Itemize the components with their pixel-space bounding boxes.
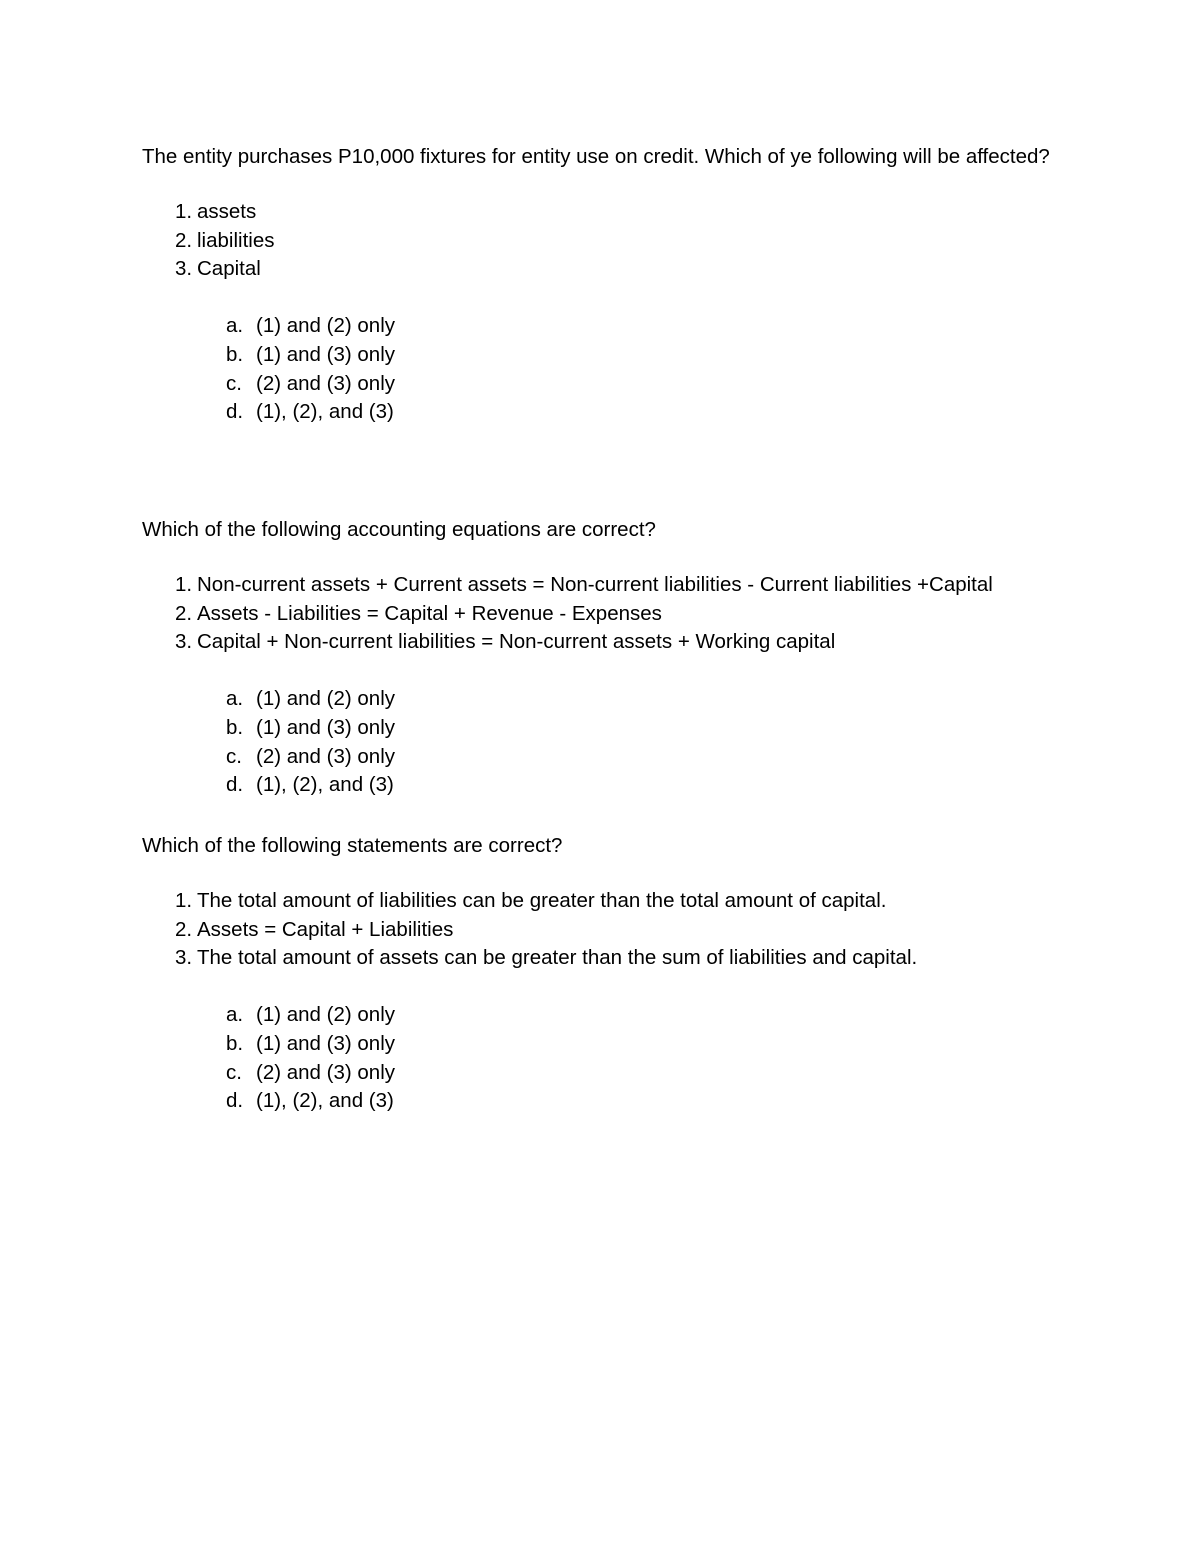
choice-letter: c. — [226, 1060, 242, 1084]
list-item — [142, 944, 1058, 973]
choice-letter: d. — [226, 400, 244, 424]
choice-item — [142, 743, 1058, 772]
list-item — [142, 887, 1058, 916]
item-text: Assets - Liabilities = Capital + Revenue - Expenses — [197, 601, 662, 625]
item-text: The total amount of liabilities can be greater than the total amount of capital. — [197, 888, 887, 912]
list-item — [142, 628, 1058, 657]
list-item — [142, 600, 1058, 629]
item-number: 1. — [175, 572, 193, 596]
item-text: Non-current assets + Current assets = Non-current liabilities - Current liabilities +Capital — [197, 572, 993, 596]
choice-list — [142, 312, 1058, 427]
item-text: Assets = Capital + Liabilities — [197, 917, 454, 941]
list-item — [142, 571, 1058, 600]
choice-letter: a. — [226, 314, 244, 338]
choice-item — [142, 398, 1058, 427]
choice-text: (1) and (2) only — [256, 687, 396, 711]
choice-item — [142, 771, 1058, 800]
choice-item — [142, 685, 1058, 714]
choice-text: (1) and (2) only — [256, 314, 396, 338]
list-item — [142, 198, 1058, 227]
choice-text: (1) and (2) only — [256, 1003, 396, 1027]
item-number: 3. — [175, 946, 193, 970]
item-text: assets — [197, 199, 257, 223]
choice-letter: c. — [226, 744, 242, 768]
list-item — [142, 255, 1058, 284]
choice-letter: d. — [226, 1089, 244, 1113]
item-list — [142, 571, 1058, 657]
item-number: 3. — [175, 257, 193, 281]
item-number: 3. — [175, 630, 193, 654]
choice-text: (2) and (3) only — [256, 371, 396, 395]
choice-text: (2) and (3) only — [256, 1060, 396, 1084]
choice-letter: b. — [226, 715, 244, 739]
choice-text: (1) and (3) only — [256, 342, 396, 366]
item-text: liabilities — [197, 228, 275, 252]
choice-item — [142, 370, 1058, 399]
choice-text: (1) and (3) only — [256, 1031, 396, 1055]
choice-item — [142, 1030, 1058, 1059]
choice-letter: d. — [226, 773, 244, 797]
choice-item — [142, 1087, 1058, 1116]
question-3 — [142, 832, 1058, 1116]
item-number: 1. — [175, 888, 193, 912]
item-number: 2. — [175, 228, 193, 252]
item-list — [142, 887, 1058, 973]
item-number: 2. — [175, 917, 193, 941]
item-list — [142, 198, 1058, 284]
question-text: Which of the following statements are correct? — [142, 834, 563, 857]
choice-letter: a. — [226, 687, 244, 711]
choice-text: (1) and (3) only — [256, 715, 396, 739]
choice-letter: b. — [226, 1031, 244, 1055]
choice-item — [142, 312, 1058, 341]
choice-item — [142, 341, 1058, 370]
item-text: Capital — [197, 257, 261, 281]
choice-item — [142, 1059, 1058, 1088]
question-2 — [142, 516, 1058, 800]
question-1 — [142, 143, 1058, 427]
choice-letter: c. — [226, 371, 242, 395]
choice-text: (2) and (3) only — [256, 744, 396, 768]
choice-text: (1), (2), and (3) — [256, 1089, 394, 1113]
choice-list — [142, 685, 1058, 800]
item-number: 2. — [175, 601, 193, 625]
choice-letter: b. — [226, 342, 244, 366]
list-item — [142, 227, 1058, 256]
choice-text: (1), (2), and (3) — [256, 400, 394, 424]
choice-letter: a. — [226, 1003, 244, 1027]
choice-list — [142, 1001, 1058, 1116]
choice-text: (1), (2), and (3) — [256, 773, 394, 797]
question-text: The entity purchases P10,000 fixtures for entity use on credit. Which of ye following will be affected? — [142, 145, 1050, 168]
item-number: 1. — [175, 199, 193, 223]
item-text: Capital + Non-current liabilities = Non-current assets + Working capital — [197, 630, 836, 654]
list-item — [142, 916, 1058, 945]
item-text: The total amount of assets can be greater than the sum of liabilities and capital. — [197, 946, 918, 970]
question-text: Which of the following accounting equations are correct? — [142, 518, 656, 541]
choice-item — [142, 714, 1058, 743]
choice-item — [142, 1001, 1058, 1030]
